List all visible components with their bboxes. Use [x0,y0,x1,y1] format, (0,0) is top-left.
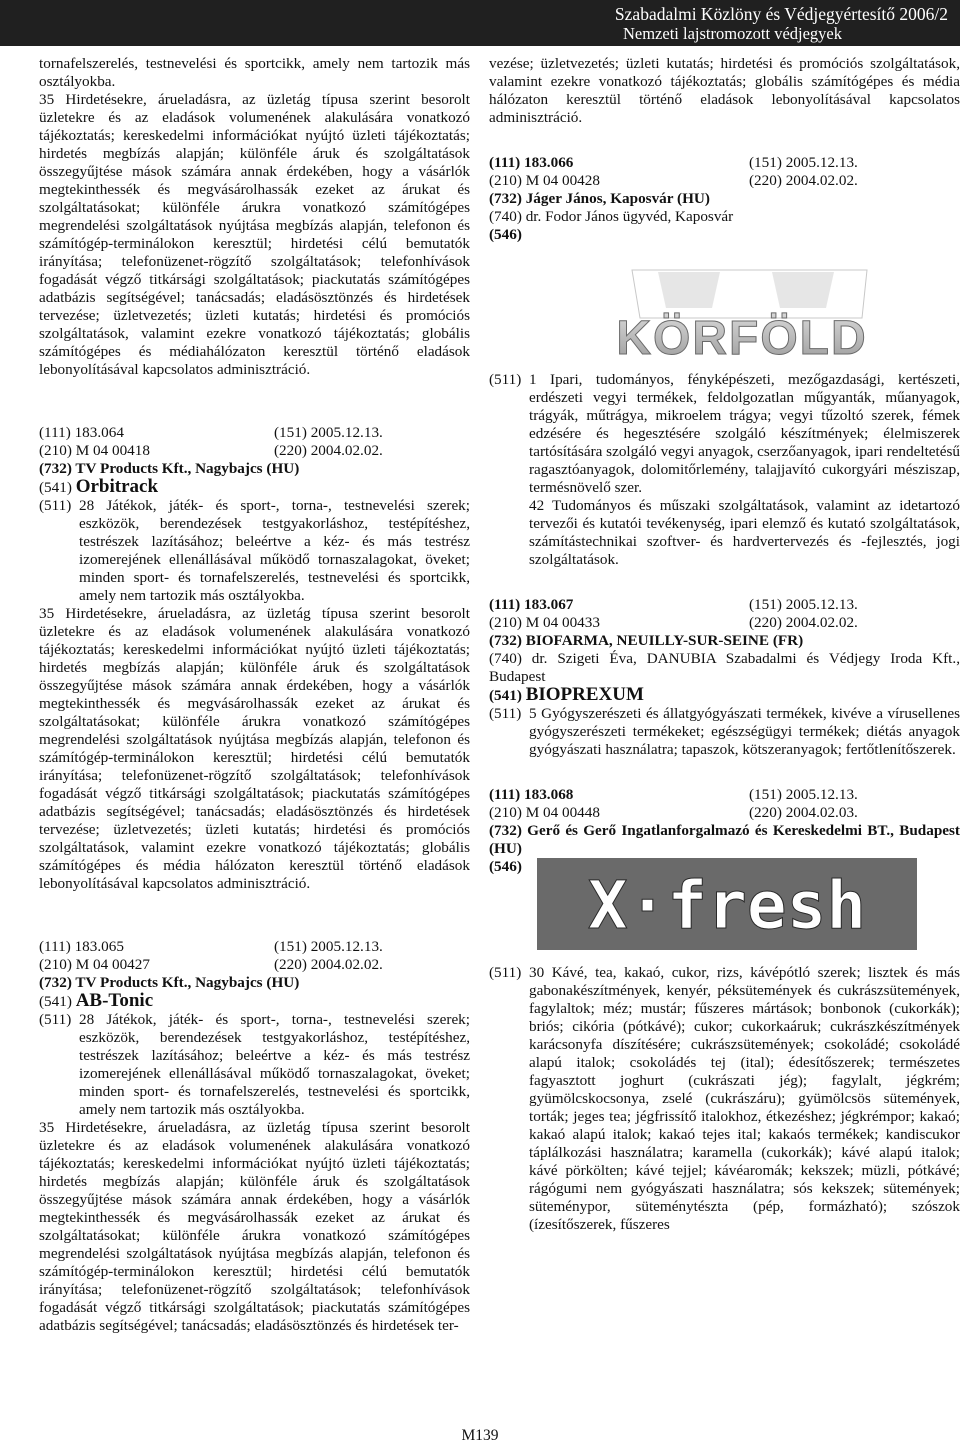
filing-date: (220) 2004.02.02. [749,614,858,631]
continued-class-35: vezése; üzletvezetés; üzleti kutatás; hirdetési és promóciós szolgáltatások, valamint ezekre vonatkozó tájékoztatás; globális számítógépes és média hálózaton keresztül történő eladások lebonyolításával kapcsolatos adminisztráció. [489,55,960,126]
logo-wordmark: X·fresh [587,867,867,944]
application-number: (210) M 04 00433 [489,614,600,631]
trademark-record [489,786,960,1234]
registration-date: (151) 2005.12.13. [749,596,858,613]
continued-class-35: 35 Hirdetésekre, árueladásra, az üzletág típusa szerint besorolt üzletekre és az eladások volumenének alakulására vonatkozó tájékoztatás; kereskedelmi információkat nyújtó üzleti tájékoztatás; hirdetés megbízás alapján; különféle áruk és szolgáltatások összegyűjtése mások számára annak érdekében, hogy a vásárlók megtekinthessék és megvásárolhassák ezeket az árukat és szolgáltatásokat; különféle árukra vonatkozó számítógépes megrendelési szolgáltatások nyújtása megbízás alapján, telefonon és számítógép-terminálokon keresztül; hirdetési célú bemutatók irányítása; telefonüzenet-rögzítő szolgáltatások; telefonhívások fogadását végző titkársági szolgáltatások; piackutatás számítógépes adatbázis segítségével; tanácsadás; eladásösztönzés és hirdetések tervezése; üzletvezetés; üzleti kutatás; hirdetési és promóciós szolgáltatások, valamint ezekre vonatkozó tájékoztatás; globális számítógépes és médiahálózaton keresztül történő eladások lebonyolításával kapcsolatos adminisztráció. [39,91,470,378]
section-title: Nemzeti lajstromozott védjegyek [622,24,842,43]
word-mark: AB-Tonic [75,990,154,1011]
registration-date: (151) 2005.12.13. [274,938,383,955]
page-header [0,0,960,46]
word-mark-row [39,478,470,497]
application-number: (210) M 04 00418 [39,442,150,459]
logo-wordmark: KÖRFÖLD [616,312,868,363]
class-42: 42 Tudományos és műszaki szolgáltatások, valamint az idetartozó tervezői és kutatói tevékenység, ipari elemző és kutató szolgáltatások, számítástechnikai szoftver- és hardvertervezés és -fejlesztés, jogi szolgáltatások. [529,497,960,568]
field-code: (546) [489,858,522,875]
x-fresh-logo [537,858,917,950]
application-number: (210) M 04 00448 [489,804,600,821]
class-28: 28 Játékok, játék- és sport-, torna-, testnevelési szerek; eszközök, berendezések testgyakorláshoz, testépítéshez, testrészek lazításához; beleértve a kéz- és más testrész izomerejének ellenállásával működő tornaszalagokat, öveket; minden sport- és tornafelszerelés, testnevelési és sportcikk, amely nem tartozik más osztályokba. [79,497,470,604]
goods-services [489,964,960,1234]
filing-date: (220) 2004.02.03. [749,804,858,821]
korfold-logo [562,248,922,363]
holder: (732) TV Products Kft., Nagybajcs (HU) [39,974,300,991]
field-code: (511) [489,964,522,981]
registration-date: (151) 2005.12.13. [274,424,383,441]
field-code: (541) [489,687,522,704]
registration-number: (111) 183.068 [489,786,574,803]
trademark-record [39,424,470,893]
registration-number: (111) 183.066 [489,154,574,171]
representative: (740) dr. Fodor János ügyvéd, Kaposvár [489,208,734,225]
representative: (740) dr. Szigeti Éva, DANUBIA Szabadalmi és Védjegy Iroda Kft., Budapest [489,650,960,685]
word-mark-row [39,992,470,1011]
goods-services [489,371,960,569]
journal-title: Szabadalmi Közlöny és Védjegyértesítő 2006/2 [614,4,948,24]
goods-services [39,497,470,605]
word-mark: Orbitrack [75,476,159,497]
class-35: 35 Hirdetésekre, árueladásra, az üzletág típusa szerint besorolt üzletekre és az eladások volumenének alakulására vonatkozó tájékoztatás; kereskedelmi információkat nyújtó üzleti tájékoztatás; hirdetés megbízás alapján; különféle áruk és szolgáltatások összegyűjtése mások számára annak érdekében, hogy a vásárlók megtekinthessék és megvásárolhassák ezeket az árukat és szolgáltatásokat; különféle árukra vonatkozó számítógépes megrendelési szolgáltatások nyújtása megbízás alapján, telefonon és számítógép-terminálokon keresztül; hirdetési célú bemutatók irányítása; telefonüzenet-rögzítő szolgáltatások; telefonhívások fogadását végző titkársági szolgáltatások; piackutatás számítógépes adatbázis segítségével; tanácsadás; eladásösztönzés és hirdetések tervezése; üzletvezetés; üzleti kutatás; hirdetési és promóciós szolgáltatások, valamint ezekre vonatkozó tájékoztatás; globális számítógépes és média hálózaton keresztül történő eladások lebonyolításával kapcsolatos adminisztráció. [39,605,470,892]
filing-date: (220) 2004.02.02. [274,442,383,459]
registration-number: (111) 183.067 [489,596,574,613]
holder: (732) Gerő és Gerő Ingatlanforgalmazó és Kereskedelmi BT., Budapest (HU) [489,822,960,857]
class-35: 35 Hirdetésekre, árueladásra, az üzletág típusa szerint besorolt üzletekre és az eladások volumenének alakulására vonatkozó tájékoztatás; kereskedelmi információkat nyújtó üzleti tájékoztatás; hirdetés megbízás alapján; különféle áruk és szolgáltatások összegyűjtése mások számára annak érdekében, hogy a vásárlók megtekinthessék és megvásárolhassák ezeket az árukat és szolgáltatásokat; különféle árukra vonatkozó számítógépes megrendelési szolgáltatások nyújtása megbízás alapján, telefonon és számítógép-terminálokon keresztül; hirdetési célú bemutatók irányítása; telefonüzenet-rögzítő szolgáltatások; telefonhívások fogadását végző titkársági szolgáltatások; piackutatás számítógépes adatbázis segítségével; tanácsadás; eladásösztönzés és hirdetések ter- [39,1119,470,1334]
word-mark: BIOPREXUM [525,684,644,705]
trademark-record [39,938,470,1335]
holder: (732) TV Products Kft., Nagybajcs (HU) [39,460,300,477]
registration-date: (151) 2005.12.13. [749,154,858,171]
class-28: 28 Játékok, játék- és sport-, torna-, testnevelési szerek; eszközök, berendezések testgyakorláshoz, testépítéshez, testrészek lazításához; beleértve a kéz- és más testrész izomerejének ellenállásával működő tornaszalagokat, öveket; minden sport- és tornafelszerelés, testnevelési és sportcikk, amely nem tartozik más osztályokba. [79,1011,470,1118]
right-column [489,55,960,1234]
class-5: 5 Gyógyszerészeti és állatgyógyászati termékek, kivéve a vírusellenes gyógyszerészeti termékeket; egészségügyi termékek; diétás anyagok gyógyászati használatra; tapaszok, kötszeranyagok; fertőtlenítőszerek. [529,705,960,758]
registration-number: (111) 183.064 [39,424,124,441]
goods-services [39,1011,470,1119]
left-column [39,55,470,1335]
field-code: (511) [39,1011,72,1028]
field-code: (511) [489,371,522,388]
holder: (732) Jáger János, Kaposvár (HU) [489,190,710,207]
page-number: M139 [461,1427,499,1444]
registration-number: (111) 183.065 [39,938,124,955]
application-number: (210) M 04 00427 [39,956,150,973]
registration-date: (151) 2005.12.13. [749,786,858,803]
trademark-record [489,596,960,759]
field-code: (511) [489,705,522,722]
class-30: 30 Kávé, tea, kakaó, cukor, rizs, kávépótló szerek; lisztek és más gabonakészítmények, kenyér, péksütemények és cukrászsütemények, fagylaltok; méz; mustár; fűszeres mártások; bonbonok (cukorkák); briós; cikória (pótkávé); cukor; cukorkaáruk; cukrászkészítmények karácsonyfa díszítésére; cukrászsütemények; csokoládé; csokoládé alapú italok; csokoládés tej (ital); édesítőszerek; természetes fagyasztott joghurt (cukrászati jég); fagylalt, jégkrém; gyümölcskocsonya, zselé (cukrászáru); gyümölcsös sütemények, torták; jeges tea; jégfrissítő italokhoz, étkezéshez; jégkrémpor; kakaó; kakaó alapú italok; kakaó tejes ital; kakaós termékek; kandiscukor táplálkozási használatra; karamella (cukorkák); kávé alapú italok; kávé pörkölten; kávé tejjel; kávéaromák; kekszek; müzli, pótkávé; rágógumi nem gyógyászati használatra; sós kekszek; sütemények; süteménypor, süteménytészta (pép, formázható); szószok (ízesítőszerek, fűszeres [529,964,960,1233]
field-code: (541) [39,993,72,1010]
field-code: (541) [39,479,72,496]
continued-class-28: tornafelszerelés, testnevelési és sportcikk, amely nem tartozik más osztályokba. [39,55,470,90]
word-mark-row [489,686,960,705]
class-1: 1 Ipari, tudományos, fényképészeti, mezőgazdasági, kertészeti, erdészeti vegyi termékek, feldolgozatlan műgyanták, műanyagok, trágyák, műtrágya, mikroelem trágya; vegyi tűzoltó szerek, fémek edzésére és hegesztésére szolgáló készítmények; élelmiszerek tartósítására szolgáló vegyi anyagok, cserzőanyagok, ipari rendeltetésű ragasztóanyagok, dolomitőrlemény, talajjavító cukorgyári mésziszap, termésnövelő szer. [529,371,960,496]
application-number: (210) M 04 00428 [489,172,600,189]
field-code: (546) [489,226,522,243]
goods-services [489,705,960,759]
trademark-record [489,154,960,569]
field-code: (511) [39,497,72,514]
filing-date: (220) 2004.02.02. [274,956,383,973]
holder: (732) BIOFARMA, NEUILLY-SUR-SEINE (FR) [489,632,804,649]
filing-date: (220) 2004.02.02. [749,172,858,189]
